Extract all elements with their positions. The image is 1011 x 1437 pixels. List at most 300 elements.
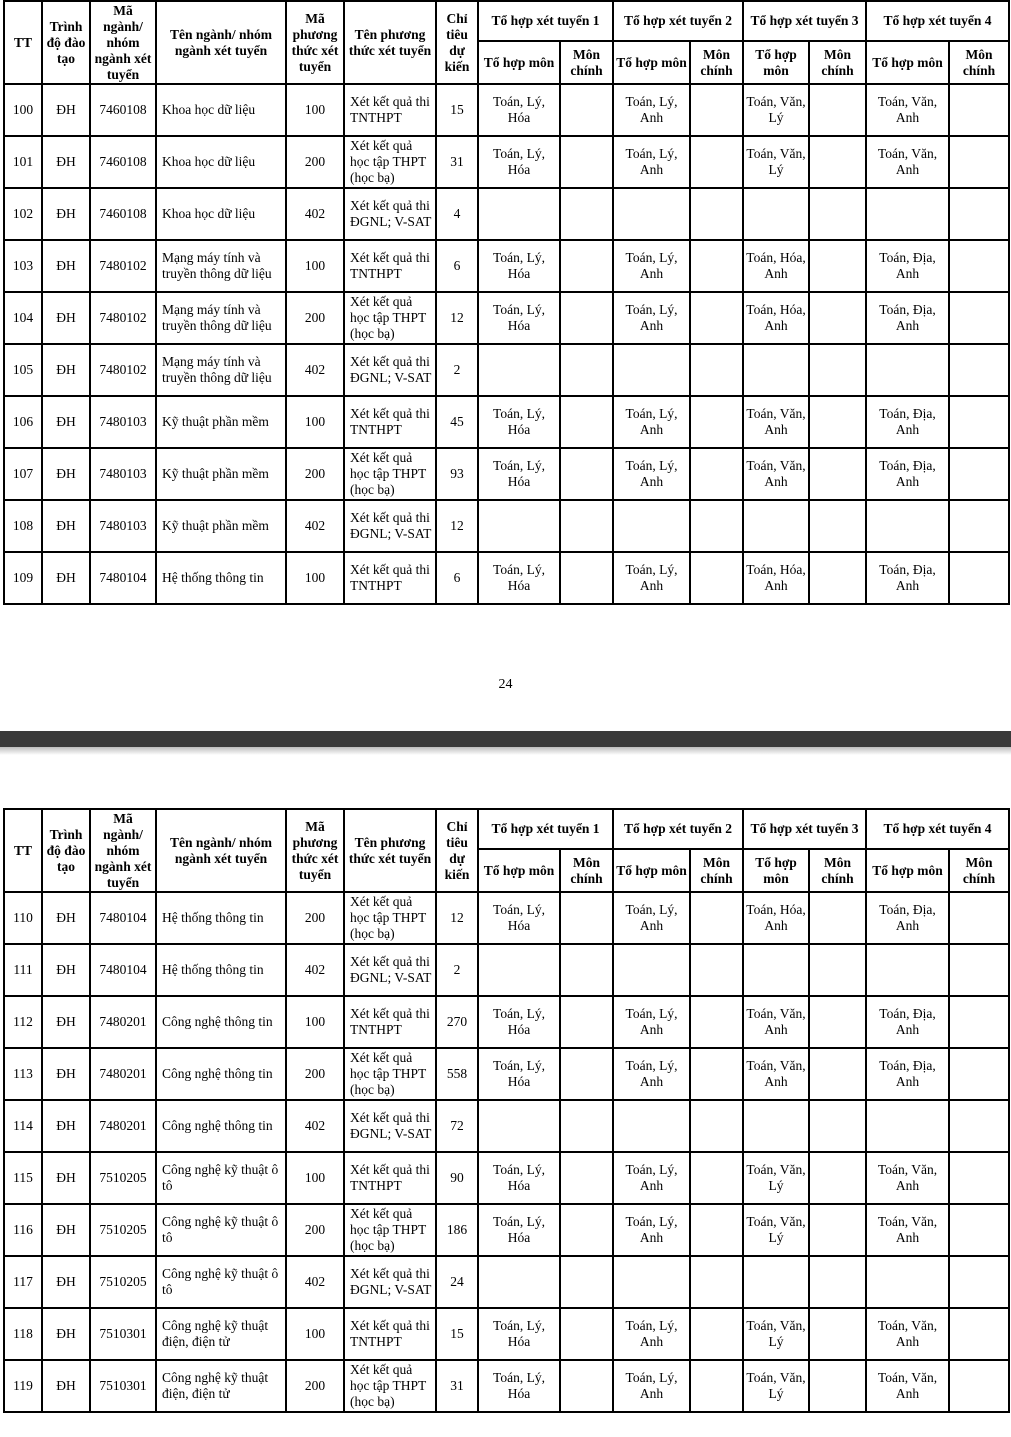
- cell-combo1-main: [560, 892, 613, 944]
- cell-name: Khoa học dữ liệu: [156, 84, 286, 136]
- cell-code: 7460108: [90, 136, 156, 188]
- cell-combo2-main: [690, 1152, 743, 1204]
- col-subheader-subjects: Tổ hợp môn: [478, 41, 560, 84]
- table-row: [4, 1360, 1009, 1412]
- cell-combo3-subjects: Toán, Hóa, Anh: [743, 240, 809, 292]
- cell-quota: 4: [436, 188, 478, 240]
- cell-combo3-main: [809, 1204, 866, 1256]
- table-row: [4, 1100, 1009, 1152]
- table-row: [4, 1204, 1009, 1256]
- col-header-code: Mã ngành/ nhóm ngành xét tuyển: [90, 1, 156, 84]
- cell-combo2-main: [690, 996, 743, 1048]
- cell-quota: 24: [436, 1256, 478, 1308]
- cell-combo2-subjects: Toán, Lý, Anh: [613, 1360, 690, 1412]
- table-row: [4, 1048, 1009, 1100]
- cell-combo4-subjects: [866, 1100, 949, 1152]
- col-header-tt: TT: [4, 1, 42, 84]
- cell-combo2-subjects: Toán, Lý, Anh: [613, 552, 690, 604]
- admissions-table-page-25: [3, 808, 1008, 1413]
- cell-method-name: Xét kết quả thi ĐGNL; V-SAT: [344, 344, 436, 396]
- cell-combo2-main: [690, 344, 743, 396]
- cell-method-name: Xét kết quả thi TNTHPT: [344, 996, 436, 1048]
- cell-combo3-subjects: Toán, Văn, Lý: [743, 1204, 809, 1256]
- cell-name: Công nghệ kỹ thuật ô tô: [156, 1152, 286, 1204]
- cell-combo3-main: [809, 84, 866, 136]
- cell-tt: 119: [4, 1360, 42, 1412]
- table-row: [4, 136, 1009, 188]
- cell-quota: 558: [436, 1048, 478, 1100]
- cell-quota: 12: [436, 500, 478, 552]
- cell-quota: 6: [436, 240, 478, 292]
- table-row: [4, 500, 1009, 552]
- cell-code: 7510205: [90, 1152, 156, 1204]
- cell-combo2-main: [690, 552, 743, 604]
- cell-combo4-main: [949, 292, 1009, 344]
- cell-combo1-main: [560, 1048, 613, 1100]
- cell-combo2-main: [690, 1204, 743, 1256]
- cell-tt: 117: [4, 1256, 42, 1308]
- cell-combo4-subjects: Toán, Văn, Anh: [866, 1152, 949, 1204]
- cell-combo4-subjects: Toán, Địa, Anh: [866, 396, 949, 448]
- cell-tt: 113: [4, 1048, 42, 1100]
- cell-combo2-main: [690, 396, 743, 448]
- cell-combo2-subjects: Toán, Lý, Anh: [613, 1308, 690, 1360]
- cell-name: Khoa học dữ liệu: [156, 188, 286, 240]
- cell-combo1-subjects: Toán, Lý, Hóa: [478, 292, 560, 344]
- table-row: [4, 552, 1009, 604]
- cell-name: Hệ thống thông tin: [156, 552, 286, 604]
- cell-code: 7480104: [90, 552, 156, 604]
- cell-combo3-main: [809, 136, 866, 188]
- cell-level: ĐH: [42, 944, 90, 996]
- cell-combo4-main: [949, 448, 1009, 500]
- cell-combo3-main: [809, 892, 866, 944]
- cell-combo1-main: [560, 344, 613, 396]
- cell-method-code: 100: [286, 552, 344, 604]
- col-subheader-main: Môn chính: [949, 849, 1009, 892]
- cell-level: ĐH: [42, 84, 90, 136]
- cell-combo3-subjects: Toán, Văn, Lý: [743, 136, 809, 188]
- cell-combo1-main: [560, 240, 613, 292]
- col-subheader-main: Môn chính: [690, 41, 743, 84]
- cell-quota: 72: [436, 1100, 478, 1152]
- cell-level: ĐH: [42, 240, 90, 292]
- cell-level: ĐH: [42, 996, 90, 1048]
- cell-code: 7480104: [90, 944, 156, 996]
- cell-combo4-main: [949, 1360, 1009, 1412]
- cell-tt: 108: [4, 500, 42, 552]
- cell-name: Kỹ thuật phần mềm: [156, 500, 286, 552]
- cell-combo4-main: [949, 84, 1009, 136]
- cell-code: 7480102: [90, 292, 156, 344]
- cell-method-name: Xét kết quả học tập THPT (học bạ): [344, 892, 436, 944]
- cell-combo2-subjects: Toán, Lý, Anh: [613, 240, 690, 292]
- cell-combo2-subjects: [613, 500, 690, 552]
- cell-combo2-main: [690, 1360, 743, 1412]
- col-header-tt: TT: [4, 809, 42, 892]
- cell-quota: 90: [436, 1152, 478, 1204]
- cell-combo1-main: [560, 500, 613, 552]
- cell-combo1-subjects: Toán, Lý, Hóa: [478, 1152, 560, 1204]
- cell-combo2-main: [690, 892, 743, 944]
- cell-combo2-main: [690, 292, 743, 344]
- cell-combo3-subjects: [743, 344, 809, 396]
- cell-combo4-main: [949, 1204, 1009, 1256]
- col-subheader-subjects: Tổ hợp môn: [743, 41, 809, 84]
- table-row: [4, 188, 1009, 240]
- cell-method-code: 100: [286, 84, 344, 136]
- cell-combo1-subjects: Toán, Lý, Hóa: [478, 448, 560, 500]
- cell-level: ĐH: [42, 188, 90, 240]
- cell-code: 7480201: [90, 996, 156, 1048]
- cell-combo4-main: [949, 344, 1009, 396]
- cell-name: Công nghệ thông tin: [156, 996, 286, 1048]
- cell-combo2-subjects: [613, 344, 690, 396]
- cell-combo4-main: [949, 188, 1009, 240]
- page-separator-shadow: [0, 747, 1011, 755]
- cell-combo4-main: [949, 552, 1009, 604]
- col-header-combo4: Tổ hợp xét tuyển 4: [866, 809, 1009, 849]
- cell-combo2-main: [690, 1048, 743, 1100]
- cell-combo2-main: [690, 944, 743, 996]
- cell-name: Khoa học dữ liệu: [156, 136, 286, 188]
- col-subheader-main: Môn chính: [949, 41, 1009, 84]
- cell-level: ĐH: [42, 396, 90, 448]
- cell-combo2-main: [690, 240, 743, 292]
- cell-code: 7480104: [90, 892, 156, 944]
- cell-tt: 111: [4, 944, 42, 996]
- cell-method-code: 200: [286, 1204, 344, 1256]
- cell-combo4-subjects: [866, 188, 949, 240]
- cell-name: Công nghệ thông tin: [156, 1100, 286, 1152]
- cell-tt: 110: [4, 892, 42, 944]
- cell-tt: 101: [4, 136, 42, 188]
- cell-combo1-main: [560, 396, 613, 448]
- cell-combo1-main: [560, 188, 613, 240]
- cell-code: 7480102: [90, 344, 156, 396]
- cell-combo1-main: [560, 1256, 613, 1308]
- col-subheader-main: Môn chính: [809, 41, 866, 84]
- cell-combo1-main: [560, 1308, 613, 1360]
- cell-level: ĐH: [42, 552, 90, 604]
- cell-name: Mạng máy tính và truyền thông dữ liệu: [156, 344, 286, 396]
- cell-code: 7510205: [90, 1204, 156, 1256]
- cell-combo1-subjects: Toán, Lý, Hóa: [478, 1048, 560, 1100]
- cell-combo1-main: [560, 136, 613, 188]
- col-header-method-name: Tên phương thức xét tuyển: [344, 809, 436, 892]
- cell-quota: 2: [436, 944, 478, 996]
- table-row: [4, 344, 1009, 396]
- table-row: [4, 892, 1009, 944]
- cell-name: Hệ thống thông tin: [156, 892, 286, 944]
- cell-combo4-main: [949, 1152, 1009, 1204]
- table-row: [4, 1308, 1009, 1360]
- cell-method-code: 402: [286, 944, 344, 996]
- cell-combo3-main: [809, 448, 866, 500]
- cell-level: ĐH: [42, 892, 90, 944]
- cell-quota: 12: [436, 892, 478, 944]
- col-header-combo3: Tổ hợp xét tuyển 3: [743, 1, 866, 41]
- cell-method-code: 200: [286, 892, 344, 944]
- cell-combo3-main: [809, 396, 866, 448]
- col-subheader-subjects: Tổ hợp môn: [866, 849, 949, 892]
- cell-method-name: Xét kết quả thi ĐGNL; V-SAT: [344, 1100, 436, 1152]
- cell-combo3-subjects: Toán, Văn, Anh: [743, 448, 809, 500]
- cell-method-name: Xét kết quả thi ĐGNL; V-SAT: [344, 500, 436, 552]
- cell-method-code: 200: [286, 448, 344, 500]
- cell-combo1-main: [560, 448, 613, 500]
- cell-combo2-main: [690, 1100, 743, 1152]
- cell-combo4-subjects: Toán, Địa, Anh: [866, 996, 949, 1048]
- cell-combo1-main: [560, 996, 613, 1048]
- table-row: [4, 996, 1009, 1048]
- cell-method-code: 100: [286, 396, 344, 448]
- cell-code: 7480103: [90, 500, 156, 552]
- cell-code: 7480102: [90, 240, 156, 292]
- table-header-row: [4, 809, 1009, 849]
- cell-quota: 270: [436, 996, 478, 1048]
- cell-name: Kỹ thuật phần mềm: [156, 396, 286, 448]
- cell-combo2-subjects: Toán, Lý, Anh: [613, 996, 690, 1048]
- cell-combo3-main: [809, 996, 866, 1048]
- cell-level: ĐH: [42, 1308, 90, 1360]
- cell-combo1-subjects: [478, 944, 560, 996]
- cell-combo3-subjects: [743, 188, 809, 240]
- cell-combo3-subjects: [743, 500, 809, 552]
- cell-combo3-main: [809, 1308, 866, 1360]
- cell-combo4-main: [949, 500, 1009, 552]
- cell-combo3-subjects: Toán, Hóa, Anh: [743, 292, 809, 344]
- cell-level: ĐH: [42, 448, 90, 500]
- cell-quota: 186: [436, 1204, 478, 1256]
- cell-combo3-main: [809, 240, 866, 292]
- cell-combo2-subjects: Toán, Lý, Anh: [613, 84, 690, 136]
- cell-method-code: 100: [286, 1308, 344, 1360]
- cell-quota: 6: [436, 552, 478, 604]
- cell-combo1-subjects: Toán, Lý, Hóa: [478, 396, 560, 448]
- col-header-level: Trình độ đào tạo: [42, 809, 90, 892]
- cell-combo2-subjects: Toán, Lý, Anh: [613, 136, 690, 188]
- cell-method-name: Xét kết quả học tập THPT (học bạ): [344, 136, 436, 188]
- cell-combo4-main: [949, 1256, 1009, 1308]
- cell-combo2-main: [690, 188, 743, 240]
- col-subheader-subjects: Tổ hợp môn: [613, 849, 690, 892]
- cell-tt: 112: [4, 996, 42, 1048]
- cell-method-name: Xét kết quả học tập THPT (học bạ): [344, 448, 436, 500]
- cell-combo1-main: [560, 292, 613, 344]
- cell-method-code: 402: [286, 344, 344, 396]
- cell-combo4-main: [949, 892, 1009, 944]
- cell-level: ĐH: [42, 1100, 90, 1152]
- cell-combo3-main: [809, 1152, 866, 1204]
- cell-combo3-subjects: [743, 944, 809, 996]
- col-header-combo3: Tổ hợp xét tuyển 3: [743, 809, 866, 849]
- col-subheader-main: Môn chính: [560, 41, 613, 84]
- cell-name: Công nghệ kỹ thuật điện, điện tử: [156, 1308, 286, 1360]
- cell-quota: 31: [436, 136, 478, 188]
- cell-combo3-subjects: [743, 1256, 809, 1308]
- cell-combo1-subjects: [478, 344, 560, 396]
- cell-quota: 15: [436, 84, 478, 136]
- cell-combo3-main: [809, 500, 866, 552]
- table-row: [4, 1152, 1009, 1204]
- cell-combo2-main: [690, 448, 743, 500]
- cell-combo4-main: [949, 396, 1009, 448]
- cell-quota: 45: [436, 396, 478, 448]
- cell-method-code: 200: [286, 136, 344, 188]
- cell-combo3-main: [809, 944, 866, 996]
- cell-combo4-subjects: Toán, Văn, Anh: [866, 136, 949, 188]
- cell-method-name: Xét kết quả thi ĐGNL; V-SAT: [344, 944, 436, 996]
- cell-combo4-subjects: Toán, Văn, Anh: [866, 1360, 949, 1412]
- cell-method-code: 402: [286, 1100, 344, 1152]
- col-header-code: Mã ngành/ nhóm ngành xét tuyển: [90, 809, 156, 892]
- cell-combo2-subjects: Toán, Lý, Anh: [613, 292, 690, 344]
- cell-combo4-main: [949, 1308, 1009, 1360]
- cell-combo4-subjects: Toán, Địa, Anh: [866, 552, 949, 604]
- cell-code: 7460108: [90, 84, 156, 136]
- cell-combo3-main: [809, 292, 866, 344]
- cell-combo1-main: [560, 84, 613, 136]
- table-row: [4, 396, 1009, 448]
- cell-combo1-subjects: Toán, Lý, Hóa: [478, 996, 560, 1048]
- col-header-combo1: Tổ hợp xét tuyển 1: [478, 809, 613, 849]
- cell-combo3-subjects: Toán, Văn, Anh: [743, 1048, 809, 1100]
- col-header-combo2: Tổ hợp xét tuyển 2: [613, 1, 743, 41]
- cell-combo4-subjects: Toán, Địa, Anh: [866, 448, 949, 500]
- cell-quota: 2: [436, 344, 478, 396]
- cell-combo4-subjects: [866, 344, 949, 396]
- cell-level: ĐH: [42, 1360, 90, 1412]
- cell-tt: 103: [4, 240, 42, 292]
- cell-tt: 115: [4, 1152, 42, 1204]
- cell-combo1-main: [560, 1204, 613, 1256]
- cell-combo4-main: [949, 1048, 1009, 1100]
- cell-method-code: 100: [286, 996, 344, 1048]
- cell-combo3-subjects: Toán, Văn, Lý: [743, 1152, 809, 1204]
- cell-combo3-main: [809, 1256, 866, 1308]
- cell-combo2-subjects: Toán, Lý, Anh: [613, 1048, 690, 1100]
- cell-combo2-subjects: Toán, Lý, Anh: [613, 1204, 690, 1256]
- cell-code: 7480201: [90, 1048, 156, 1100]
- cell-method-name: Xét kết quả thi TNTHPT: [344, 240, 436, 292]
- cell-combo2-main: [690, 1256, 743, 1308]
- cell-combo3-main: [809, 188, 866, 240]
- col-subheader-main: Môn chính: [809, 849, 866, 892]
- cell-tt: 109: [4, 552, 42, 604]
- cell-quota: 12: [436, 292, 478, 344]
- cell-combo1-main: [560, 1360, 613, 1412]
- col-header-method-name: Tên phương thức xét tuyển: [344, 1, 436, 84]
- cell-quota: 15: [436, 1308, 478, 1360]
- cell-combo3-main: [809, 344, 866, 396]
- cell-combo3-subjects: Toán, Văn, Lý: [743, 1308, 809, 1360]
- col-header-combo2: Tổ hợp xét tuyển 2: [613, 809, 743, 849]
- cell-level: ĐH: [42, 1152, 90, 1204]
- cell-combo2-subjects: [613, 944, 690, 996]
- cell-tt: 118: [4, 1308, 42, 1360]
- cell-level: ĐH: [42, 136, 90, 188]
- admissions-table-page-24: [3, 0, 1008, 605]
- cell-code: 7510301: [90, 1360, 156, 1412]
- cell-name: Công nghệ thông tin: [156, 1048, 286, 1100]
- table-row: [4, 1256, 1009, 1308]
- cell-combo2-main: [690, 84, 743, 136]
- cell-code: 7510205: [90, 1256, 156, 1308]
- cell-level: ĐH: [42, 1204, 90, 1256]
- cell-combo1-subjects: Toán, Lý, Hóa: [478, 892, 560, 944]
- cell-combo3-main: [809, 1048, 866, 1100]
- cell-level: ĐH: [42, 344, 90, 396]
- cell-method-name: Xét kết quả thi ĐGNL; V-SAT: [344, 188, 436, 240]
- cell-combo1-subjects: Toán, Lý, Hóa: [478, 240, 560, 292]
- cell-combo1-subjects: Toán, Lý, Hóa: [478, 1204, 560, 1256]
- cell-combo1-main: [560, 1100, 613, 1152]
- cell-quota: 31: [436, 1360, 478, 1412]
- cell-combo4-subjects: [866, 944, 949, 996]
- cell-combo3-subjects: [743, 1100, 809, 1152]
- cell-combo3-main: [809, 1100, 866, 1152]
- cell-combo1-main: [560, 944, 613, 996]
- cell-name: Công nghệ kỹ thuật ô tô: [156, 1256, 286, 1308]
- col-header-name: Tên ngành/ nhóm ngành xét tuyển: [156, 809, 286, 892]
- cell-tt: 106: [4, 396, 42, 448]
- col-subheader-subjects: Tổ hợp môn: [866, 41, 949, 84]
- cell-combo2-subjects: Toán, Lý, Anh: [613, 892, 690, 944]
- cell-level: ĐH: [42, 500, 90, 552]
- cell-combo2-subjects: Toán, Lý, Anh: [613, 396, 690, 448]
- cell-combo4-main: [949, 240, 1009, 292]
- cell-combo1-main: [560, 1152, 613, 1204]
- cell-combo2-subjects: Toán, Lý, Anh: [613, 448, 690, 500]
- col-header-quota: Chỉ tiêu dự kiến: [436, 809, 478, 892]
- cell-name: Mạng máy tính và truyền thông dữ liệu: [156, 292, 286, 344]
- cell-method-name: Xét kết quả thi TNTHPT: [344, 396, 436, 448]
- col-header-combo1: Tổ hợp xét tuyển 1: [478, 1, 613, 41]
- cell-name: Mạng máy tính và truyền thông dữ liệu: [156, 240, 286, 292]
- page-separator: [0, 731, 1011, 747]
- col-subheader-main: Môn chính: [560, 849, 613, 892]
- cell-tt: 102: [4, 188, 42, 240]
- cell-method-code: 402: [286, 1256, 344, 1308]
- cell-combo1-subjects: [478, 1100, 560, 1152]
- cell-name: Kỹ thuật phần mềm: [156, 448, 286, 500]
- cell-combo2-subjects: [613, 188, 690, 240]
- cell-method-name: Xét kết quả thi TNTHPT: [344, 552, 436, 604]
- cell-combo4-main: [949, 944, 1009, 996]
- cell-method-code: 200: [286, 292, 344, 344]
- cell-combo4-subjects: Toán, Địa, Anh: [866, 240, 949, 292]
- col-subheader-main: Môn chính: [690, 849, 743, 892]
- cell-method-code: 402: [286, 500, 344, 552]
- col-subheader-subjects: Tổ hợp môn: [743, 849, 809, 892]
- col-header-level: Trình độ đào tạo: [42, 1, 90, 84]
- cell-tt: 116: [4, 1204, 42, 1256]
- cell-code: 7510301: [90, 1308, 156, 1360]
- cell-combo2-main: [690, 136, 743, 188]
- cell-method-name: Xét kết quả thi TNTHPT: [344, 1308, 436, 1360]
- cell-tt: 104: [4, 292, 42, 344]
- cell-method-code: 200: [286, 1048, 344, 1100]
- cell-tt: 100: [4, 84, 42, 136]
- cell-combo4-subjects: Toán, Địa, Anh: [866, 1048, 949, 1100]
- cell-method-name: Xét kết quả học tập THPT (học bạ): [344, 1360, 436, 1412]
- col-subheader-subjects: Tổ hợp môn: [613, 41, 690, 84]
- cell-combo3-subjects: Toán, Hóa, Anh: [743, 552, 809, 604]
- cell-combo4-subjects: [866, 500, 949, 552]
- cell-combo4-subjects: Toán, Văn, Anh: [866, 1308, 949, 1360]
- cell-combo4-main: [949, 136, 1009, 188]
